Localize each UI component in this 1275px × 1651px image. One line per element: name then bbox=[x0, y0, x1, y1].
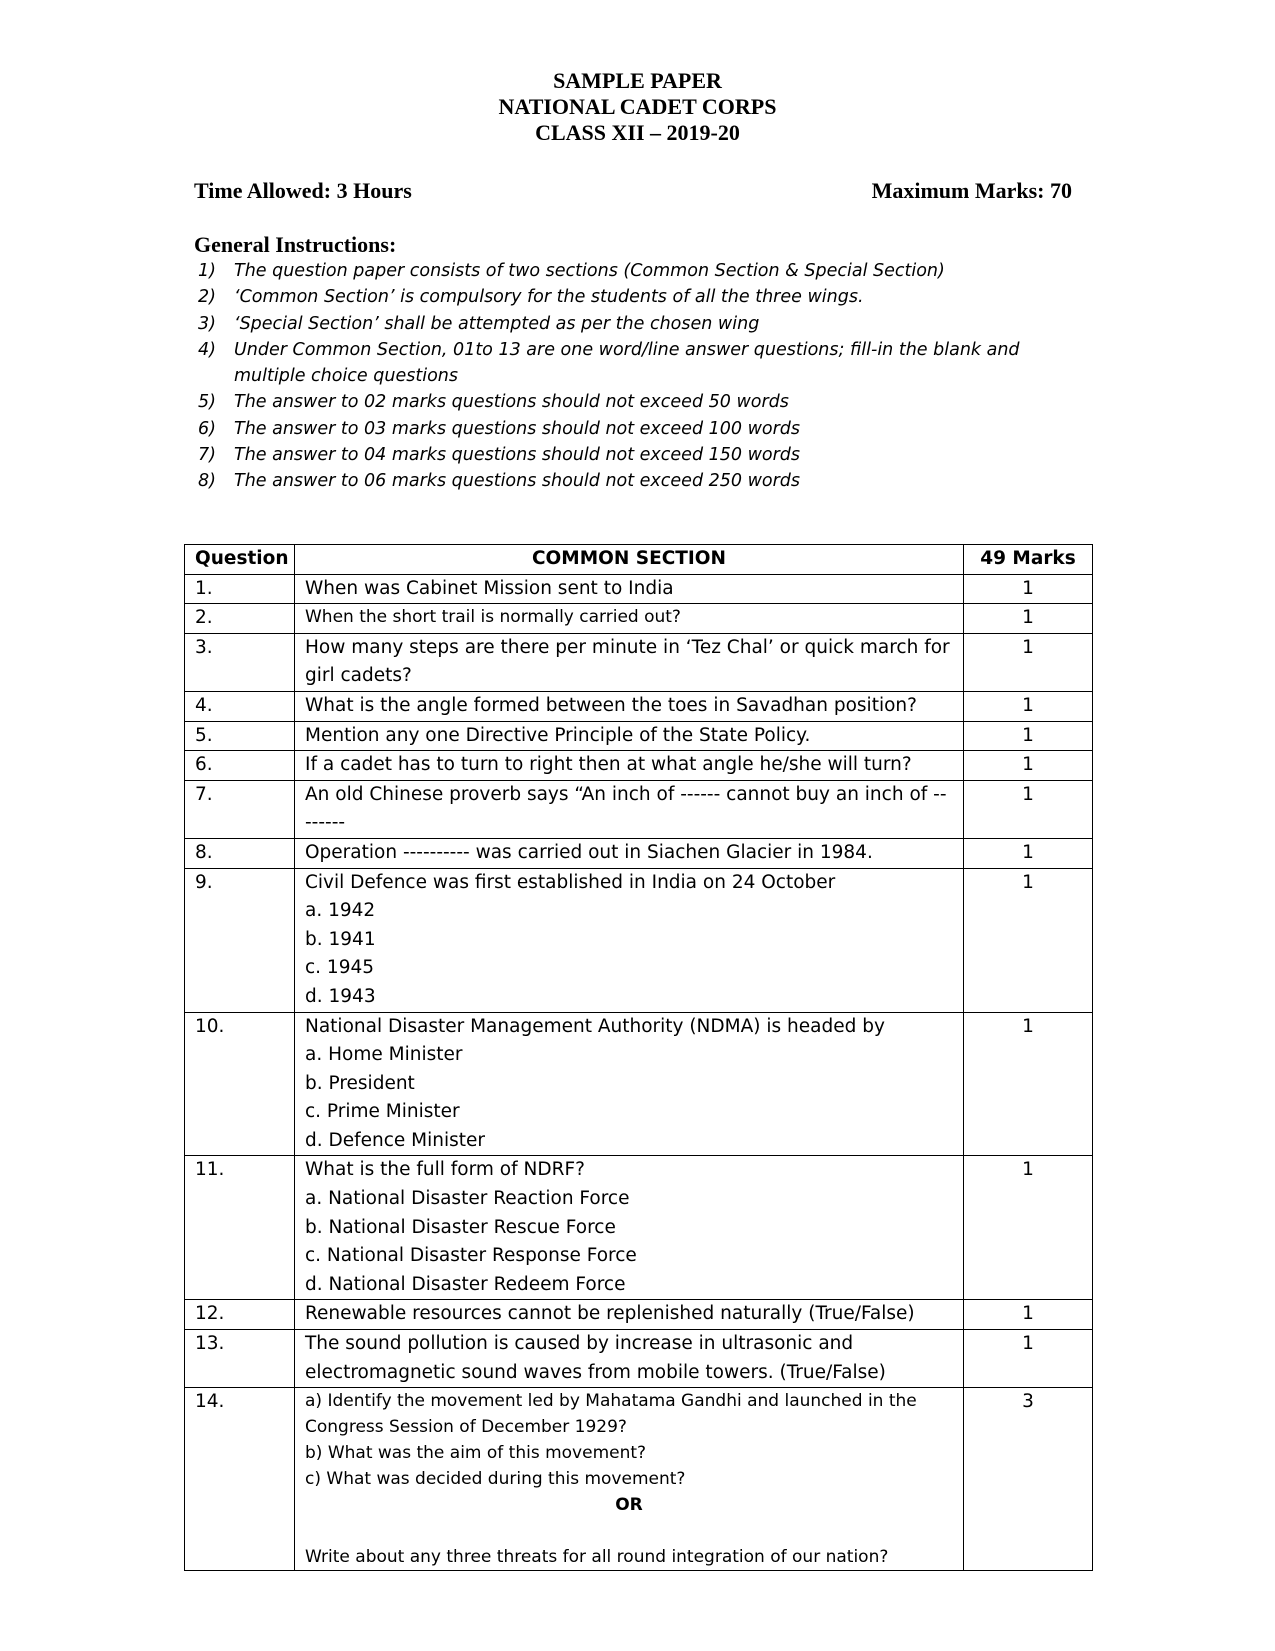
table-row bbox=[185, 721, 1093, 751]
option-c: c. National Disaster Response Force bbox=[305, 1245, 637, 1267]
paper-class: CLASS XII – 2019-20 bbox=[535, 120, 740, 145]
table-row bbox=[185, 751, 1093, 781]
question-number: 5. bbox=[185, 721, 295, 751]
question-text: National Disaster Management Authority (NDMA) is headed by bbox=[305, 1015, 885, 1037]
instruction-number: 8) bbox=[198, 471, 216, 492]
option-c: c. Prime Minister bbox=[305, 1101, 460, 1123]
question-marks: 1 bbox=[964, 1012, 1093, 1156]
question-number: 4. bbox=[185, 691, 295, 721]
table-row bbox=[185, 1300, 1093, 1330]
option-d: d. National Disaster Redeem Force bbox=[305, 1273, 626, 1295]
question-marks: 1 bbox=[964, 604, 1093, 634]
paper-meta bbox=[194, 178, 1072, 204]
instructions-list bbox=[194, 258, 1044, 495]
option-a: a. Home Minister bbox=[305, 1044, 463, 1066]
question-text: When the short trail is normally carried out? bbox=[295, 604, 964, 634]
question-number: 3. bbox=[185, 633, 295, 691]
question-number: 1. bbox=[185, 574, 295, 604]
question-part-c: c) What was decided during this movement? bbox=[305, 1469, 686, 1490]
question-part-a: a) Identify the movement led by Mahatama Gandhi and launched in the Congress Session of December 1929? bbox=[305, 1391, 917, 1438]
instruction-text: ‘Common Section’ is compulsory for the students of all the three wings. bbox=[234, 287, 864, 308]
table-row bbox=[185, 838, 1093, 868]
instruction-text: ‘Special Section’ shall be attempted as per the chosen wing bbox=[234, 313, 760, 334]
instruction-number: 3) bbox=[198, 313, 216, 334]
question-text: An old Chinese proverb says “An inch of ------ cannot buy an inch of -------- bbox=[295, 780, 964, 838]
spacer bbox=[305, 1518, 953, 1544]
instruction-item bbox=[194, 337, 1044, 390]
alternative-question: Write about any three threats for all round integration of our nation? bbox=[305, 1547, 889, 1568]
table-row bbox=[185, 574, 1093, 604]
table-row bbox=[185, 1012, 1093, 1156]
table-row bbox=[185, 1330, 1093, 1388]
instruction-number: 4) bbox=[198, 339, 216, 360]
table-header-row bbox=[185, 545, 1093, 575]
question-number: 14. bbox=[185, 1388, 295, 1571]
paper-title: SAMPLE PAPER bbox=[553, 68, 722, 93]
column-header-question: Question bbox=[185, 545, 295, 575]
table-row bbox=[185, 868, 1093, 1012]
question-text: How many steps are there per minute in ‘Tez Chal’ or quick march for girl cadets? bbox=[295, 633, 964, 691]
questions-table bbox=[184, 544, 1093, 1571]
question-marks: 1 bbox=[964, 633, 1093, 691]
option-b: b. 1941 bbox=[305, 928, 376, 950]
question-text: When was Cabinet Mission sent to India bbox=[295, 574, 964, 604]
question-text: Mention any one Directive Principle of the State Policy. bbox=[295, 721, 964, 751]
question-text: Civil Defence was first established in India on 24 October bbox=[305, 871, 836, 893]
question-number: 9. bbox=[185, 868, 295, 1012]
question-number: 6. bbox=[185, 751, 295, 781]
paper-header bbox=[0, 68, 1275, 146]
instruction-item bbox=[194, 284, 1044, 310]
question-marks: 3 bbox=[964, 1388, 1093, 1571]
question-cell bbox=[295, 1012, 964, 1156]
question-number: 10. bbox=[185, 1012, 295, 1156]
instruction-text: The question paper consists of two sections (Common Section & Special Section) bbox=[234, 261, 945, 281]
question-marks: 1 bbox=[964, 574, 1093, 604]
instruction-item bbox=[194, 311, 1044, 337]
option-d: d. 1943 bbox=[305, 985, 376, 1007]
instruction-text: The answer to 06 marks questions should not exceed 250 words bbox=[234, 471, 801, 492]
question-text: What is the angle formed between the toes in Savadhan position? bbox=[295, 691, 964, 721]
instruction-text: Under Common Section, 01to 13 are one word/line answer questions; fill-in the blank and multiple choice questions bbox=[234, 339, 1020, 387]
question-marks: 1 bbox=[964, 1300, 1093, 1330]
question-marks: 1 bbox=[964, 780, 1093, 838]
time-allowed: Time Allowed: 3 Hours bbox=[194, 178, 412, 203]
instruction-item bbox=[194, 416, 1044, 442]
table-row bbox=[185, 604, 1093, 634]
question-number: 13. bbox=[185, 1330, 295, 1388]
question-text: Renewable resources cannot be replenished naturally (True/False) bbox=[295, 1300, 964, 1330]
instruction-number: 6) bbox=[198, 418, 216, 439]
question-text: The sound pollution is caused by increase in ultrasonic and electromagnetic sound waves from mobile towers. (True/False) bbox=[295, 1330, 964, 1388]
question-marks: 1 bbox=[964, 838, 1093, 868]
question-cell bbox=[295, 1388, 964, 1571]
question-marks: 1 bbox=[964, 721, 1093, 751]
instruction-number: 5) bbox=[198, 392, 216, 413]
instruction-text: The answer to 04 marks questions should not exceed 150 words bbox=[234, 445, 801, 466]
question-number: 7. bbox=[185, 780, 295, 838]
question-marks: 1 bbox=[964, 1156, 1093, 1300]
question-cell bbox=[295, 868, 964, 1012]
question-text: Operation ---------- was carried out in Siachen Glacier in 1984. bbox=[295, 838, 964, 868]
question-number: 8. bbox=[185, 838, 295, 868]
instructions-title: General Instructions: bbox=[194, 232, 397, 257]
instruction-item bbox=[194, 468, 1044, 494]
instruction-item bbox=[194, 389, 1044, 415]
table-row bbox=[185, 633, 1093, 691]
maximum-marks: Maximum Marks: 70 bbox=[871, 178, 1072, 203]
paper-subject: NATIONAL CADET CORPS bbox=[498, 94, 777, 119]
column-header-section: COMMON SECTION bbox=[295, 545, 964, 575]
question-text: What is the full form of NDRF? bbox=[305, 1159, 585, 1181]
question-marks: 1 bbox=[964, 868, 1093, 1012]
question-number: 11. bbox=[185, 1156, 295, 1300]
option-d: d. Defence Minister bbox=[305, 1129, 486, 1151]
question-marks: 1 bbox=[964, 751, 1093, 781]
option-c: c. 1945 bbox=[305, 957, 375, 979]
instruction-text: The answer to 02 marks questions should not exceed 50 words bbox=[234, 392, 789, 413]
table-row bbox=[185, 691, 1093, 721]
option-b: b. President bbox=[305, 1072, 415, 1094]
option-a: a. National Disaster Reaction Force bbox=[305, 1188, 630, 1210]
instruction-number: 7) bbox=[198, 445, 216, 466]
question-number: 2. bbox=[185, 604, 295, 634]
question-marks: 1 bbox=[964, 1330, 1093, 1388]
question-marks: 1 bbox=[964, 691, 1093, 721]
option-a: a. 1942 bbox=[305, 900, 376, 922]
instruction-text: The answer to 03 marks questions should not exceed 100 words bbox=[234, 418, 801, 439]
option-b: b. National Disaster Rescue Force bbox=[305, 1216, 616, 1238]
instruction-number: 2) bbox=[198, 287, 216, 308]
question-number: 12. bbox=[185, 1300, 295, 1330]
table-row bbox=[185, 1388, 1093, 1571]
question-text: If a cadet has to turn to right then at what angle he/she will turn? bbox=[295, 751, 964, 781]
table-row bbox=[185, 1156, 1093, 1300]
instruction-number: 1) bbox=[198, 261, 216, 281]
instruction-item bbox=[194, 442, 1044, 468]
question-cell bbox=[295, 1156, 964, 1300]
column-header-marks: 49 Marks bbox=[964, 545, 1093, 575]
instruction-item bbox=[194, 258, 1044, 284]
table-row bbox=[185, 780, 1093, 838]
or-label: OR bbox=[615, 1495, 643, 1516]
question-part-b: b) What was the aim of this movement? bbox=[305, 1443, 647, 1464]
